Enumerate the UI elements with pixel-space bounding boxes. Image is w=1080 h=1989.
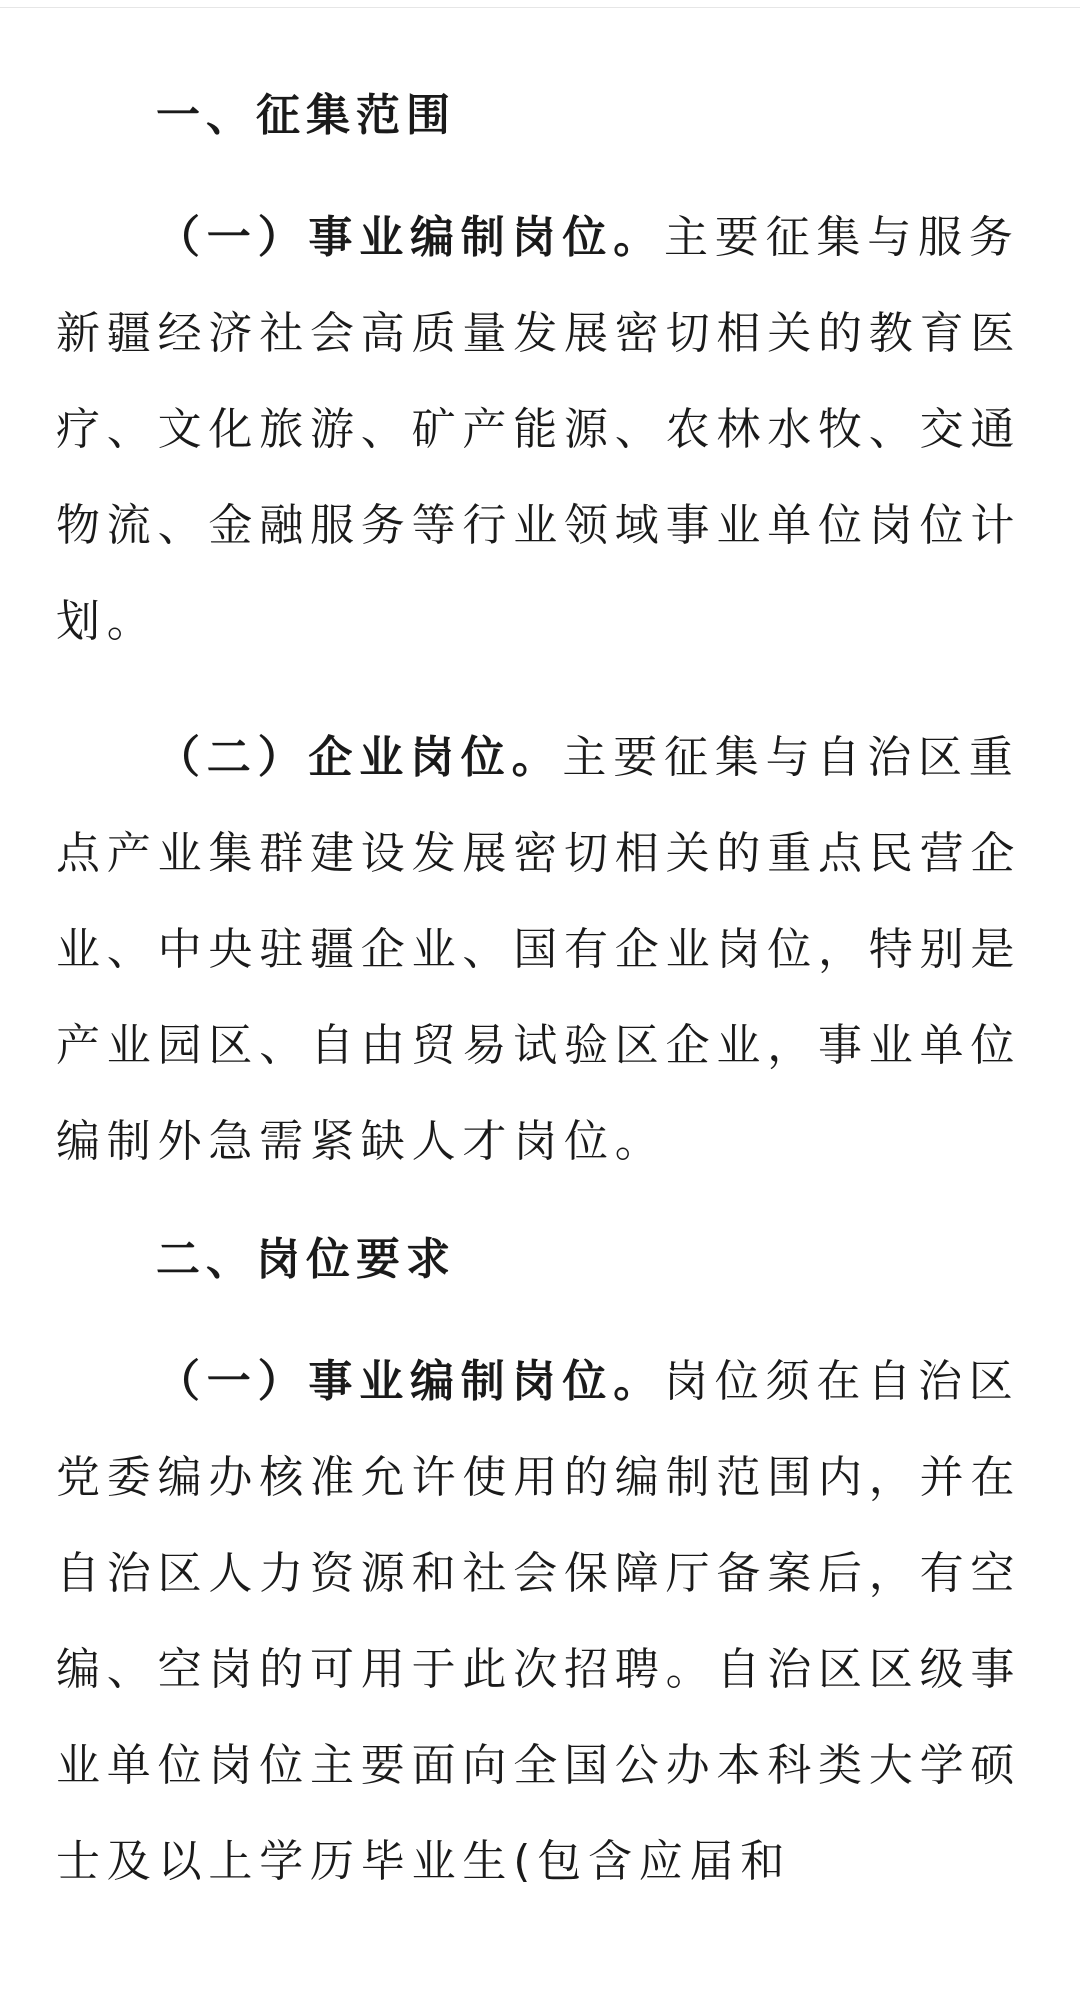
paragraph-lead: （一）事业编制岗位。 xyxy=(156,1356,664,1407)
paragraph-lead: （一）事业编制岗位。 xyxy=(156,212,664,263)
paragraph-scope-public-institution xyxy=(56,190,1024,670)
paragraph-scope-enterprise xyxy=(56,710,1024,1190)
paragraph-requirements-public-institution xyxy=(56,1334,1024,1910)
article-body xyxy=(56,92,1024,1910)
paragraph-body: 岗位须在自治区党委编办核准允许使用的编制范围内，并在自治区人力资源和社会保障厅备案后，有空编、空岗的可用于此次招聘。自治区区级事业单位岗位主要面向全国公办本科类大学硕士及以上学历毕业生(包含应届和 xyxy=(56,1356,1022,1887)
section-heading-scope: 一、征集范围 xyxy=(156,90,456,141)
section-heading-requirements: 二、岗位要求 xyxy=(156,1234,456,1285)
previous-text-cutoff xyxy=(0,0,1080,8)
paragraph-body: 主要征集与自治区重点产业集群建设发展密切相关的重点民营企业、中央驻疆企业、国有企业岗位，特别是产业园区、自由贸易试验区企业，事业单位编制外急需紧缺人才岗位。 xyxy=(56,732,1022,1167)
top-divider xyxy=(0,7,1080,8)
paragraph-body: 主要征集与服务新疆经济社会高质量发展密切相关的教育医疗、文化旅游、矿产能源、农林水牧、交通物流、金融服务等行业领域事业单位岗位计划。 xyxy=(56,212,1022,647)
paragraph-lead: （二）企业岗位。 xyxy=(156,732,563,783)
